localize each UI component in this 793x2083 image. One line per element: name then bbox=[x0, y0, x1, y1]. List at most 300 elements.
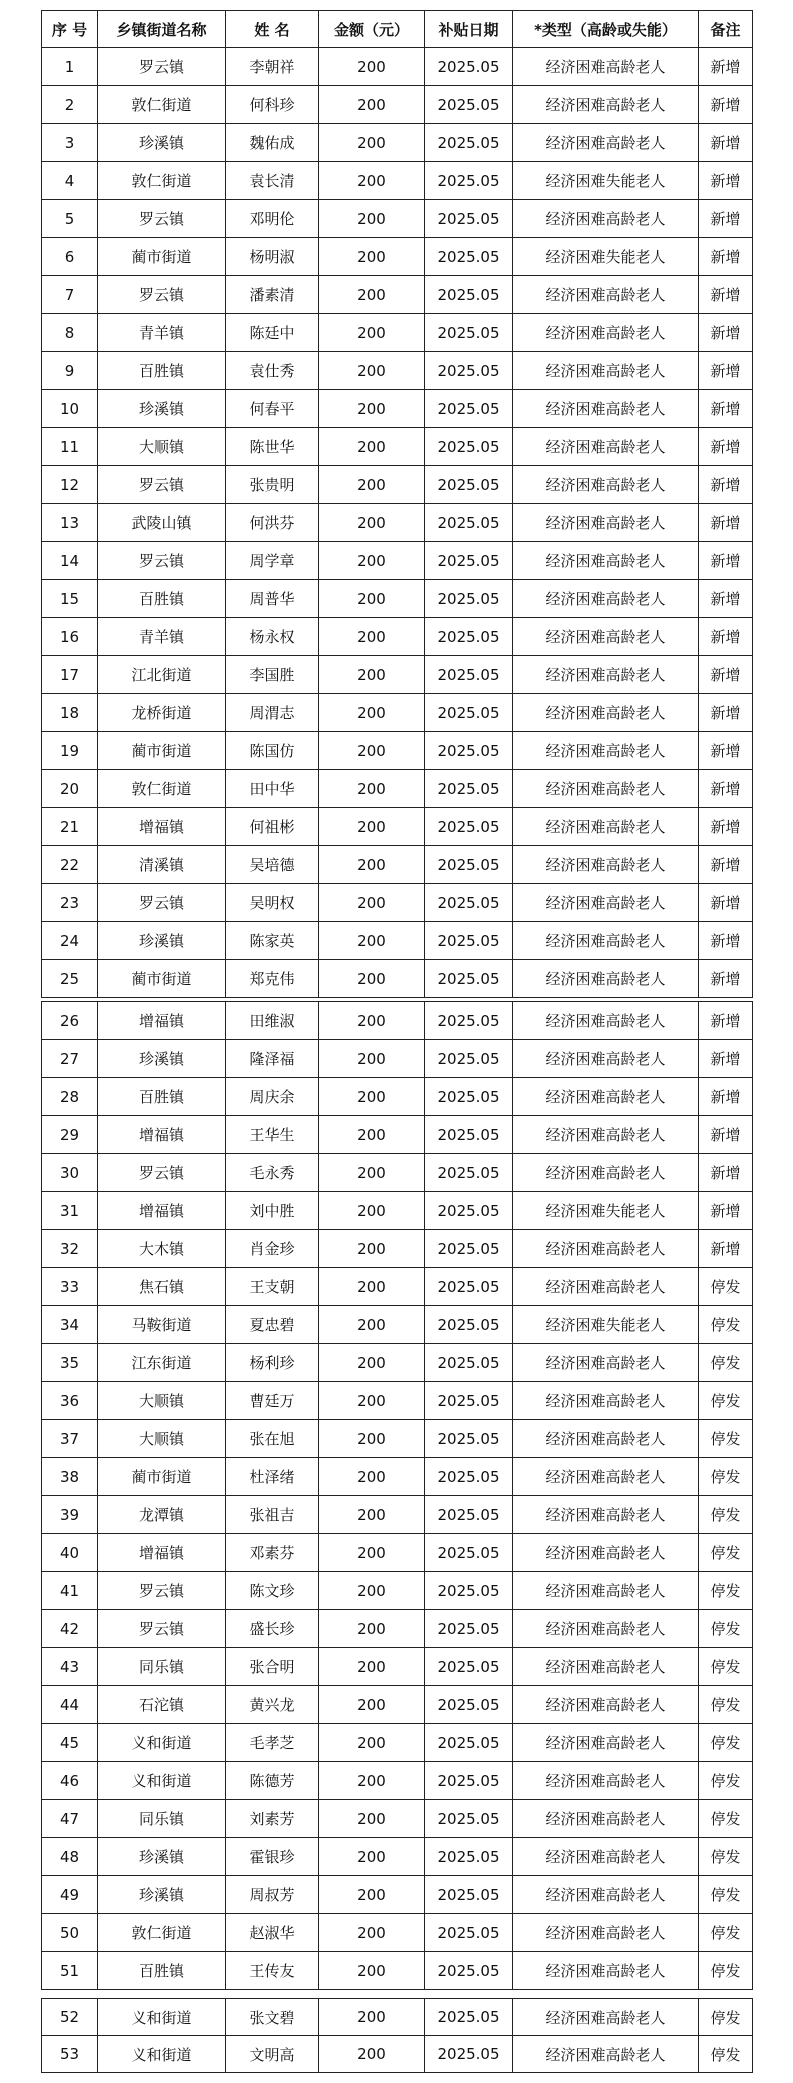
cell-amount: 200 bbox=[319, 770, 425, 808]
table-row bbox=[42, 276, 753, 314]
cell-type: 经济困难高龄老人 bbox=[513, 1116, 699, 1154]
cell-remark: 新增 bbox=[699, 732, 753, 770]
cell-name: 王华生 bbox=[226, 1116, 319, 1154]
cell-remark: 新增 bbox=[699, 1154, 753, 1192]
table-row bbox=[42, 1192, 753, 1230]
cell-town: 增福镇 bbox=[98, 1116, 226, 1154]
cell-type: 经济困难高龄老人 bbox=[513, 2036, 699, 2073]
table-row bbox=[42, 1306, 753, 1344]
cell-type: 经济困难高龄老人 bbox=[513, 1838, 699, 1876]
cell-amount: 200 bbox=[319, 1382, 425, 1420]
table-row bbox=[42, 314, 753, 352]
cell-name: 魏佑成 bbox=[226, 124, 319, 162]
cell-town: 大顺镇 bbox=[98, 1382, 226, 1420]
cell-name: 杨利珍 bbox=[226, 1344, 319, 1382]
cell-amount: 200 bbox=[319, 1040, 425, 1078]
cell-date: 2025.05 bbox=[425, 1192, 513, 1230]
cell-date: 2025.05 bbox=[425, 542, 513, 580]
column-header-date: 补贴日期 bbox=[425, 11, 513, 48]
cell-seq: 29 bbox=[42, 1116, 98, 1154]
cell-amount: 200 bbox=[319, 1572, 425, 1610]
cell-amount: 200 bbox=[319, 1914, 425, 1952]
cell-town: 罗云镇 bbox=[98, 466, 226, 504]
cell-remark: 停发 bbox=[699, 1382, 753, 1420]
cell-town: 珍溪镇 bbox=[98, 124, 226, 162]
cell-type: 经济困难高龄老人 bbox=[513, 618, 699, 656]
cell-type: 经济困难高龄老人 bbox=[513, 428, 699, 466]
table-row bbox=[42, 1116, 753, 1154]
cell-type: 经济困难高龄老人 bbox=[513, 504, 699, 542]
cell-seq: 44 bbox=[42, 1686, 98, 1724]
cell-type: 经济困难高龄老人 bbox=[513, 314, 699, 352]
cell-type: 经济困难高龄老人 bbox=[513, 1230, 699, 1268]
cell-remark: 新增 bbox=[699, 48, 753, 86]
cell-town: 大顺镇 bbox=[98, 1420, 226, 1458]
cell-amount: 200 bbox=[319, 618, 425, 656]
cell-date: 2025.05 bbox=[425, 1686, 513, 1724]
cell-seq: 46 bbox=[42, 1762, 98, 1800]
cell-town: 蔺市街道 bbox=[98, 238, 226, 276]
cell-town: 增福镇 bbox=[98, 1002, 226, 1040]
cell-date: 2025.05 bbox=[425, 1800, 513, 1838]
table-row bbox=[42, 808, 753, 846]
cell-type: 经济困难高龄老人 bbox=[513, 1952, 699, 1990]
cell-remark: 停发 bbox=[699, 1914, 753, 1952]
column-header-remark: 备注 bbox=[699, 11, 753, 48]
cell-seq: 34 bbox=[42, 1306, 98, 1344]
table-row bbox=[42, 770, 753, 808]
cell-town: 义和街道 bbox=[98, 1999, 226, 2036]
cell-seq: 11 bbox=[42, 428, 98, 466]
cell-amount: 200 bbox=[319, 466, 425, 504]
table-row bbox=[42, 238, 753, 276]
cell-date: 2025.05 bbox=[425, 1306, 513, 1344]
cell-town: 增福镇 bbox=[98, 1192, 226, 1230]
cell-date: 2025.05 bbox=[425, 428, 513, 466]
cell-date: 2025.05 bbox=[425, 2036, 513, 2073]
cell-remark: 新增 bbox=[699, 314, 753, 352]
cell-name: 周庆余 bbox=[226, 1078, 319, 1116]
cell-date: 2025.05 bbox=[425, 162, 513, 200]
cell-date: 2025.05 bbox=[425, 1116, 513, 1154]
cell-date: 2025.05 bbox=[425, 960, 513, 998]
cell-type: 经济困难高龄老人 bbox=[513, 1762, 699, 1800]
cell-name: 陈家英 bbox=[226, 922, 319, 960]
cell-amount: 200 bbox=[319, 1496, 425, 1534]
cell-remark: 新增 bbox=[699, 1078, 753, 1116]
cell-name: 袁仕秀 bbox=[226, 352, 319, 390]
cell-type: 经济困难高龄老人 bbox=[513, 1458, 699, 1496]
cell-remark: 停发 bbox=[699, 1686, 753, 1724]
cell-town: 珍溪镇 bbox=[98, 1838, 226, 1876]
cell-amount: 200 bbox=[319, 238, 425, 276]
cell-name: 田中华 bbox=[226, 770, 319, 808]
cell-remark: 停发 bbox=[699, 1496, 753, 1534]
cell-remark: 新增 bbox=[699, 162, 753, 200]
cell-amount: 200 bbox=[319, 922, 425, 960]
cell-seq: 53 bbox=[42, 2036, 98, 2073]
cell-name: 吴培德 bbox=[226, 846, 319, 884]
cell-name: 李国胜 bbox=[226, 656, 319, 694]
cell-name: 霍银珍 bbox=[226, 1838, 319, 1876]
cell-remark: 停发 bbox=[699, 1876, 753, 1914]
table-row bbox=[42, 1002, 753, 1040]
cell-seq: 19 bbox=[42, 732, 98, 770]
column-header-town: 乡镇街道名称 bbox=[98, 11, 226, 48]
cell-name: 毛孝芝 bbox=[226, 1724, 319, 1762]
cell-amount: 200 bbox=[319, 1268, 425, 1306]
cell-amount: 200 bbox=[319, 1002, 425, 1040]
cell-town: 马鞍街道 bbox=[98, 1306, 226, 1344]
table-row bbox=[42, 162, 753, 200]
cell-remark: 新增 bbox=[699, 390, 753, 428]
cell-type: 经济困难高龄老人 bbox=[513, 466, 699, 504]
cell-amount: 200 bbox=[319, 314, 425, 352]
cell-name: 张在旭 bbox=[226, 1420, 319, 1458]
cell-remark: 停发 bbox=[699, 1306, 753, 1344]
cell-name: 邓素芬 bbox=[226, 1534, 319, 1572]
cell-date: 2025.05 bbox=[425, 1420, 513, 1458]
cell-town: 焦石镇 bbox=[98, 1268, 226, 1306]
cell-remark: 新增 bbox=[699, 580, 753, 618]
cell-seq: 32 bbox=[42, 1230, 98, 1268]
table-row bbox=[42, 1762, 753, 1800]
cell-amount: 200 bbox=[319, 1078, 425, 1116]
cell-seq: 24 bbox=[42, 922, 98, 960]
cell-type: 经济困难高龄老人 bbox=[513, 1724, 699, 1762]
cell-seq: 17 bbox=[42, 656, 98, 694]
cell-name: 潘素清 bbox=[226, 276, 319, 314]
cell-name: 杨永权 bbox=[226, 618, 319, 656]
cell-type: 经济困难高龄老人 bbox=[513, 542, 699, 580]
cell-seq: 1 bbox=[42, 48, 98, 86]
cell-type: 经济困难高龄老人 bbox=[513, 1382, 699, 1420]
subsidy-table-part-3 bbox=[41, 1998, 753, 2073]
table-row bbox=[42, 884, 753, 922]
cell-town: 敦仁街道 bbox=[98, 1914, 226, 1952]
cell-amount: 200 bbox=[319, 1648, 425, 1686]
table-row bbox=[42, 1648, 753, 1686]
cell-amount: 200 bbox=[319, 960, 425, 998]
cell-type: 经济困难失能老人 bbox=[513, 162, 699, 200]
table-row bbox=[42, 960, 753, 998]
cell-amount: 200 bbox=[319, 162, 425, 200]
cell-seq: 35 bbox=[42, 1344, 98, 1382]
cell-town: 珍溪镇 bbox=[98, 922, 226, 960]
cell-town: 罗云镇 bbox=[98, 1572, 226, 1610]
cell-amount: 200 bbox=[319, 1458, 425, 1496]
cell-seq: 38 bbox=[42, 1458, 98, 1496]
column-header-name: 姓 名 bbox=[226, 11, 319, 48]
cell-remark: 新增 bbox=[699, 200, 753, 238]
cell-town: 青羊镇 bbox=[98, 314, 226, 352]
table-row bbox=[42, 390, 753, 428]
cell-town: 蔺市街道 bbox=[98, 1458, 226, 1496]
cell-date: 2025.05 bbox=[425, 1496, 513, 1534]
table-row bbox=[42, 618, 753, 656]
cell-type: 经济困难高龄老人 bbox=[513, 656, 699, 694]
cell-seq: 49 bbox=[42, 1876, 98, 1914]
cell-type: 经济困难高龄老人 bbox=[513, 390, 699, 428]
cell-date: 2025.05 bbox=[425, 200, 513, 238]
cell-remark: 停发 bbox=[699, 1268, 753, 1306]
cell-date: 2025.05 bbox=[425, 770, 513, 808]
cell-amount: 200 bbox=[319, 504, 425, 542]
cell-type: 经济困难高龄老人 bbox=[513, 276, 699, 314]
cell-town: 蔺市街道 bbox=[98, 960, 226, 998]
cell-town: 蔺市街道 bbox=[98, 732, 226, 770]
cell-remark: 新增 bbox=[699, 770, 753, 808]
cell-date: 2025.05 bbox=[425, 1154, 513, 1192]
cell-seq: 23 bbox=[42, 884, 98, 922]
cell-remark: 新增 bbox=[699, 86, 753, 124]
cell-date: 2025.05 bbox=[425, 1724, 513, 1762]
table-row bbox=[42, 352, 753, 390]
table-row bbox=[42, 1344, 753, 1382]
cell-date: 2025.05 bbox=[425, 1838, 513, 1876]
table-row bbox=[42, 466, 753, 504]
cell-name: 张祖吉 bbox=[226, 1496, 319, 1534]
cell-amount: 200 bbox=[319, 86, 425, 124]
table-row bbox=[42, 542, 753, 580]
cell-type: 经济困难失能老人 bbox=[513, 1192, 699, 1230]
cell-type: 经济困难高龄老人 bbox=[513, 1648, 699, 1686]
cell-town: 罗云镇 bbox=[98, 1154, 226, 1192]
cell-remark: 新增 bbox=[699, 466, 753, 504]
cell-date: 2025.05 bbox=[425, 846, 513, 884]
cell-remark: 新增 bbox=[699, 808, 753, 846]
cell-remark: 停发 bbox=[699, 1724, 753, 1762]
cell-remark: 停发 bbox=[699, 1762, 753, 1800]
table-row bbox=[42, 732, 753, 770]
cell-name: 陈廷中 bbox=[226, 314, 319, 352]
cell-type: 经济困难高龄老人 bbox=[513, 1420, 699, 1458]
table-row bbox=[42, 1420, 753, 1458]
cell-seq: 12 bbox=[42, 466, 98, 504]
cell-seq: 30 bbox=[42, 1154, 98, 1192]
cell-date: 2025.05 bbox=[425, 618, 513, 656]
cell-remark: 停发 bbox=[699, 1458, 753, 1496]
cell-type: 经济困难高龄老人 bbox=[513, 1999, 699, 2036]
cell-date: 2025.05 bbox=[425, 504, 513, 542]
cell-amount: 200 bbox=[319, 1230, 425, 1268]
table-row bbox=[42, 1268, 753, 1306]
cell-name: 赵淑华 bbox=[226, 1914, 319, 1952]
cell-town: 罗云镇 bbox=[98, 200, 226, 238]
cell-seq: 51 bbox=[42, 1952, 98, 1990]
cell-type: 经济困难高龄老人 bbox=[513, 1686, 699, 1724]
cell-name: 陈文珍 bbox=[226, 1572, 319, 1610]
cell-date: 2025.05 bbox=[425, 1952, 513, 1990]
cell-type: 经济困难高龄老人 bbox=[513, 1534, 699, 1572]
cell-date: 2025.05 bbox=[425, 390, 513, 428]
cell-date: 2025.05 bbox=[425, 1458, 513, 1496]
cell-date: 2025.05 bbox=[425, 1876, 513, 1914]
cell-remark: 新增 bbox=[699, 656, 753, 694]
cell-date: 2025.05 bbox=[425, 48, 513, 86]
cell-date: 2025.05 bbox=[425, 1040, 513, 1078]
cell-town: 同乐镇 bbox=[98, 1648, 226, 1686]
cell-town: 增福镇 bbox=[98, 808, 226, 846]
cell-town: 敦仁街道 bbox=[98, 770, 226, 808]
cell-amount: 200 bbox=[319, 1154, 425, 1192]
cell-amount: 200 bbox=[319, 884, 425, 922]
cell-amount: 200 bbox=[319, 1686, 425, 1724]
cell-seq: 45 bbox=[42, 1724, 98, 1762]
cell-name: 袁长清 bbox=[226, 162, 319, 200]
cell-date: 2025.05 bbox=[425, 922, 513, 960]
cell-date: 2025.05 bbox=[425, 1002, 513, 1040]
cell-remark: 停发 bbox=[699, 1534, 753, 1572]
cell-type: 经济困难失能老人 bbox=[513, 1306, 699, 1344]
cell-remark: 停发 bbox=[699, 1999, 753, 2036]
cell-date: 2025.05 bbox=[425, 1078, 513, 1116]
cell-seq: 48 bbox=[42, 1838, 98, 1876]
cell-type: 经济困难高龄老人 bbox=[513, 86, 699, 124]
cell-town: 龙潭镇 bbox=[98, 1496, 226, 1534]
table-row bbox=[42, 1876, 753, 1914]
table-row bbox=[42, 1572, 753, 1610]
cell-date: 2025.05 bbox=[425, 1914, 513, 1952]
cell-seq: 31 bbox=[42, 1192, 98, 1230]
cell-town: 敦仁街道 bbox=[98, 86, 226, 124]
cell-seq: 47 bbox=[42, 1800, 98, 1838]
cell-date: 2025.05 bbox=[425, 1610, 513, 1648]
cell-date: 2025.05 bbox=[425, 1382, 513, 1420]
cell-amount: 200 bbox=[319, 428, 425, 466]
cell-remark: 停发 bbox=[699, 1572, 753, 1610]
cell-date: 2025.05 bbox=[425, 656, 513, 694]
cell-town: 敦仁街道 bbox=[98, 162, 226, 200]
table-row bbox=[42, 1724, 753, 1762]
cell-seq: 18 bbox=[42, 694, 98, 732]
table-row bbox=[42, 580, 753, 618]
cell-remark: 新增 bbox=[699, 884, 753, 922]
cell-town: 罗云镇 bbox=[98, 1610, 226, 1648]
cell-remark: 停发 bbox=[699, 1420, 753, 1458]
cell-name: 黄兴龙 bbox=[226, 1686, 319, 1724]
cell-town: 石沱镇 bbox=[98, 1686, 226, 1724]
cell-name: 文明高 bbox=[226, 2036, 319, 2073]
cell-town: 百胜镇 bbox=[98, 1078, 226, 1116]
cell-name: 刘素芳 bbox=[226, 1800, 319, 1838]
table-row bbox=[42, 2036, 753, 2073]
cell-type: 经济困难高龄老人 bbox=[513, 1876, 699, 1914]
cell-town: 珍溪镇 bbox=[98, 1040, 226, 1078]
cell-name: 周学章 bbox=[226, 542, 319, 580]
cell-type: 经济困难高龄老人 bbox=[513, 1496, 699, 1534]
cell-name: 肖金珍 bbox=[226, 1230, 319, 1268]
cell-amount: 200 bbox=[319, 390, 425, 428]
cell-seq: 15 bbox=[42, 580, 98, 618]
cell-remark: 新增 bbox=[699, 1192, 753, 1230]
cell-remark: 停发 bbox=[699, 1648, 753, 1686]
cell-name: 陈德芳 bbox=[226, 1762, 319, 1800]
cell-type: 经济困难高龄老人 bbox=[513, 1914, 699, 1952]
cell-remark: 新增 bbox=[699, 846, 753, 884]
cell-date: 2025.05 bbox=[425, 276, 513, 314]
cell-seq: 13 bbox=[42, 504, 98, 542]
table-row bbox=[42, 694, 753, 732]
cell-town: 武陵山镇 bbox=[98, 504, 226, 542]
cell-name: 田维淑 bbox=[226, 1002, 319, 1040]
cell-seq: 27 bbox=[42, 1040, 98, 1078]
cell-seq: 39 bbox=[42, 1496, 98, 1534]
table-row bbox=[42, 1496, 753, 1534]
cell-remark: 新增 bbox=[699, 922, 753, 960]
cell-name: 李朝祥 bbox=[226, 48, 319, 86]
cell-seq: 28 bbox=[42, 1078, 98, 1116]
cell-amount: 200 bbox=[319, 1610, 425, 1648]
cell-name: 张合明 bbox=[226, 1648, 319, 1686]
table-row bbox=[42, 428, 753, 466]
column-header-seq: 序 号 bbox=[42, 11, 98, 48]
cell-type: 经济困难高龄老人 bbox=[513, 960, 699, 998]
cell-remark: 新增 bbox=[699, 960, 753, 998]
cell-type: 经济困难高龄老人 bbox=[513, 770, 699, 808]
cell-date: 2025.05 bbox=[425, 1534, 513, 1572]
cell-date: 2025.05 bbox=[425, 124, 513, 162]
table-row bbox=[42, 656, 753, 694]
table-row bbox=[42, 1078, 753, 1116]
cell-town: 义和街道 bbox=[98, 1724, 226, 1762]
cell-name: 张贵明 bbox=[226, 466, 319, 504]
table-row bbox=[42, 504, 753, 542]
cell-seq: 10 bbox=[42, 390, 98, 428]
cell-date: 2025.05 bbox=[425, 1648, 513, 1686]
cell-amount: 200 bbox=[319, 656, 425, 694]
cell-amount: 200 bbox=[319, 352, 425, 390]
cell-name: 盛长珍 bbox=[226, 1610, 319, 1648]
cell-amount: 200 bbox=[319, 846, 425, 884]
cell-amount: 200 bbox=[319, 48, 425, 86]
cell-name: 王传友 bbox=[226, 1952, 319, 1990]
cell-date: 2025.05 bbox=[425, 1999, 513, 2036]
cell-remark: 停发 bbox=[699, 1838, 753, 1876]
cell-amount: 200 bbox=[319, 1876, 425, 1914]
cell-seq: 37 bbox=[42, 1420, 98, 1458]
cell-town: 大木镇 bbox=[98, 1230, 226, 1268]
table-row bbox=[42, 1154, 753, 1192]
cell-remark: 新增 bbox=[699, 1040, 753, 1078]
cell-amount: 200 bbox=[319, 1838, 425, 1876]
cell-remark: 停发 bbox=[699, 1610, 753, 1648]
cell-type: 经济困难高龄老人 bbox=[513, 1344, 699, 1382]
table-row bbox=[42, 1040, 753, 1078]
table-row bbox=[42, 86, 753, 124]
cell-seq: 41 bbox=[42, 1572, 98, 1610]
cell-date: 2025.05 bbox=[425, 694, 513, 732]
cell-town: 罗云镇 bbox=[98, 884, 226, 922]
cell-amount: 200 bbox=[319, 1420, 425, 1458]
cell-town: 百胜镇 bbox=[98, 580, 226, 618]
cell-town: 罗云镇 bbox=[98, 276, 226, 314]
cell-amount: 200 bbox=[319, 542, 425, 580]
cell-name: 曹廷万 bbox=[226, 1382, 319, 1420]
cell-type: 经济困难高龄老人 bbox=[513, 352, 699, 390]
cell-seq: 9 bbox=[42, 352, 98, 390]
cell-type: 经济困难高龄老人 bbox=[513, 1040, 699, 1078]
cell-town: 罗云镇 bbox=[98, 48, 226, 86]
cell-type: 经济困难高龄老人 bbox=[513, 580, 699, 618]
cell-name: 邓明伦 bbox=[226, 200, 319, 238]
cell-seq: 5 bbox=[42, 200, 98, 238]
cell-amount: 200 bbox=[319, 1999, 425, 2036]
cell-date: 2025.05 bbox=[425, 808, 513, 846]
cell-amount: 200 bbox=[319, 732, 425, 770]
cell-town: 大顺镇 bbox=[98, 428, 226, 466]
cell-date: 2025.05 bbox=[425, 86, 513, 124]
